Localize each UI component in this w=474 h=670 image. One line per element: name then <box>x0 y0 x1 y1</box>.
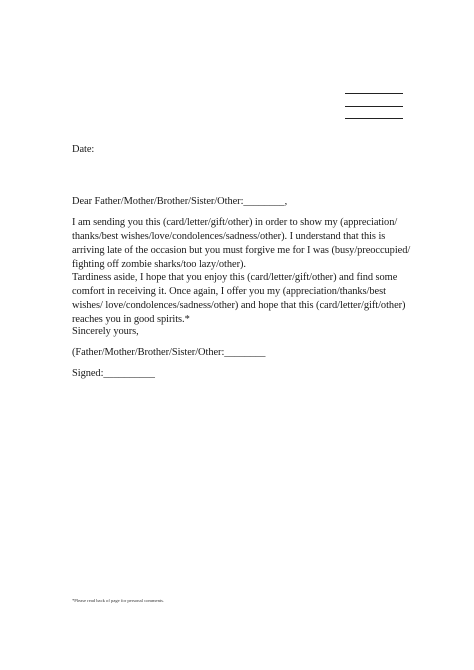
address-line <box>345 106 403 107</box>
address-line <box>345 118 403 119</box>
closing: Sincerely yours, <box>72 326 139 337</box>
signature-line: Signed:__________ <box>72 368 155 379</box>
paragraph-1: I am sending you this (card/letter/gift/other) in order to show my (appreciation/ thanks/best wishes/love/condolences/sadness/other). I understand that this is arriving late of the occasion but you must forgive me for I was (busy/preoccupied/ fighting off zombie sharks/too lazy/other). <box>72 217 411 270</box>
address-blank-lines <box>345 93 403 131</box>
date-label: Date: <box>72 144 95 155</box>
relation-line: (Father/Mother/Brother/Sister/Other:________ <box>72 347 266 358</box>
address-line <box>345 93 403 94</box>
footnote: *Please read back of page for personal comments. <box>72 598 165 603</box>
paragraph-2: Tardiness aside, I hope that you enjoy this (card/letter/gift/other) and find some comfort in receiving it. Once again, I offer you my (appreciation/thanks/best wishes/ love/condolences/sadness/other) and hope that this (card/letter/gift/other) reaches you in good spirits.* <box>72 272 406 325</box>
salutation: Dear Father/Mother/Brother/Sister/Other:________, <box>72 196 288 207</box>
